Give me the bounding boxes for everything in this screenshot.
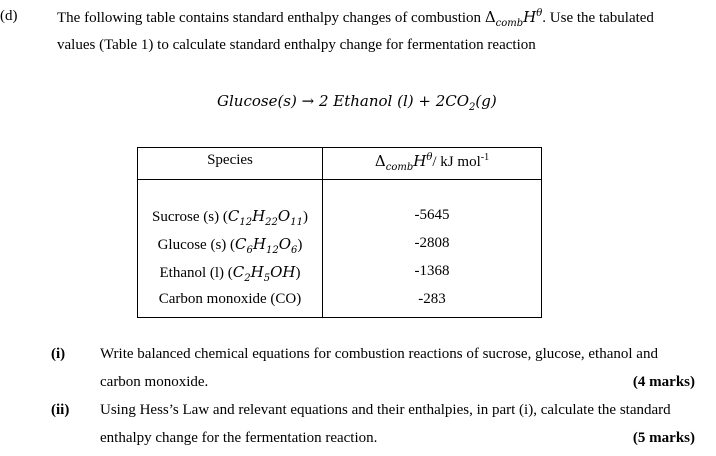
species-cell: Glucose (s) $(C_6H_{12}O_6)$: [157, 235, 303, 256]
subquestion-ii-marks: (5 marks): [632, 430, 695, 446]
fermentation-equation: Glucose(s) → 2 Ethanol $(l) + 2CO_2(g)$: [217, 92, 497, 113]
subquestion-i-text-line2: carbon monoxide.: [100, 374, 209, 390]
species-cell: Carbon monoxide (CO): [158, 291, 302, 307]
subquestion-i-text-line1: Write balanced chemical equations for combustion reactions of sucrose, glucose, ethanol and: [100, 346, 658, 362]
chemical-formula: $C_2H_5OH$: [232, 263, 296, 284]
header-enthalpy: $\Delta_{comb}H^\theta/$ kJ mol$^{-1}$: [374, 152, 490, 173]
subquestion-i-number: (i): [51, 346, 66, 362]
chemical-formula: $C_{12}H_{22}O_{11}$: [227, 207, 303, 228]
enthalpy-table: [137, 147, 542, 318]
subquestion-ii-text-line1: Using Hess’s Law and relevant equations and their enthalpies, in part (i), calculate the standard: [100, 402, 671, 418]
species-cell: Sucrose (s) $(C_{12}H_{22}O_{11})$: [152, 207, 308, 228]
enthalpy-value-cell: -5645: [414, 207, 450, 223]
subquestion-ii-text-line2: enthalpy change for the fermentation reaction.: [100, 430, 378, 446]
enthalpy-value-cell: -283: [418, 291, 446, 307]
table-divider-horizontal: [138, 179, 541, 180]
question-line-2: values (Table 1) to calculate standard enthalpy change for fermentation reaction: [57, 37, 536, 53]
question-line-1: [57, 8, 654, 27]
chemical-formula: $C_6H_{12}O_6$: [235, 235, 298, 256]
subquestion-i-marks: (4 marks): [632, 374, 695, 390]
question-text-tail: . Use the tabulated: [542, 10, 654, 26]
header-species: Species: [207, 152, 253, 168]
subquestion-ii-number: (ii): [51, 402, 70, 418]
enthalpy-value-cell: -2808: [414, 235, 450, 251]
species-cell: Ethanol (l) $(C_2H_5OH)$: [159, 263, 301, 284]
question-text: The following table contains standard enthalpy changes of combustion: [57, 10, 485, 26]
question-label: (d): [0, 8, 18, 24]
enthalpy-symbol: $\Delta_{comb}H^\theta$: [484, 8, 543, 29]
enthalpy-value-cell: -1368: [414, 263, 450, 279]
